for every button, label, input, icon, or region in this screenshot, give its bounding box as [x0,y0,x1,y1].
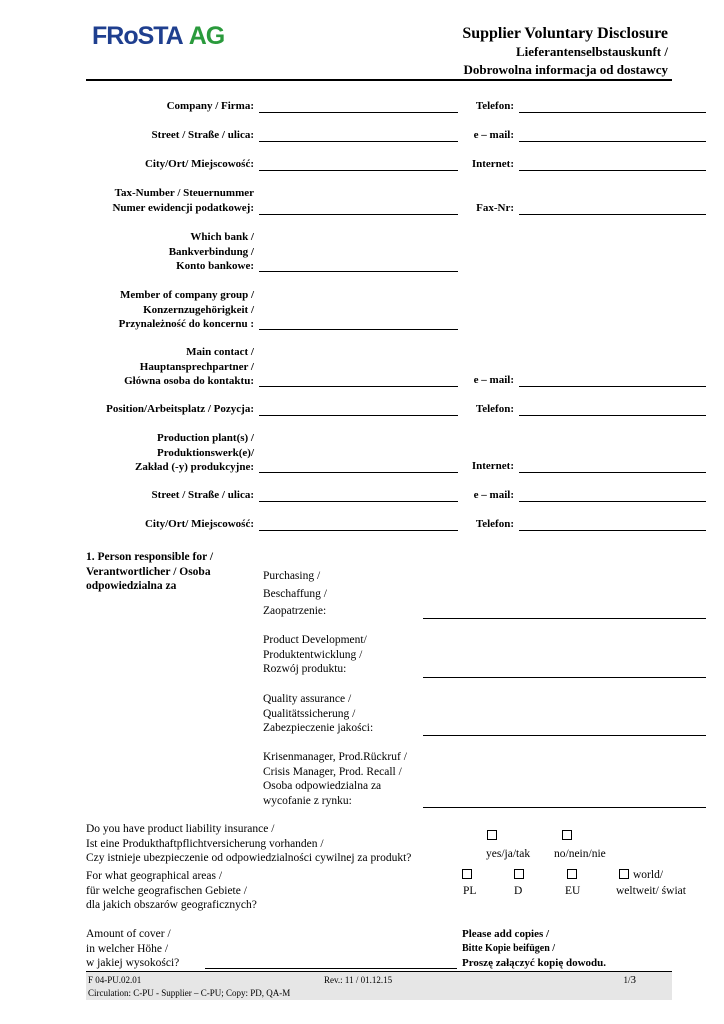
email-label: e – mail: [473,129,514,141]
footer-page [623,974,636,987]
group-label [60,288,254,332]
geo-eu-label: EU [565,885,581,897]
internet-label: Internet: [471,158,514,170]
insurance-question-line2: Ist eine Produkthaftpflichtversicherung vorhanden / [86,837,324,850]
geo-world-label: world/ [633,869,664,881]
plant-city-label: City/Ort/ Miejscowość: [144,518,254,530]
insurance-yes-checkbox[interactable] [487,830,497,840]
quality-line1: Quality assurance / [263,693,352,705]
geo-eu-checkbox[interactable] [567,869,577,879]
position-phone-field[interactable] [519,415,706,416]
footer-doc-id: F 04-PU.02.01 [88,975,142,985]
plant-label-line3: Zakład (-y) produkcyjne: [135,461,254,473]
plant-label [60,431,254,475]
footer [86,972,672,1000]
copies-note-line1: Please add copies / [462,928,550,940]
geo-world-label-2: weltweit/ świat [616,885,686,897]
contact-label-line2: Hauptansprechpartner / [139,360,254,373]
quality-label [263,692,373,736]
insurance-question-line3: Czy istnieje ubezpieczenie od odpowiedzialności cywilnej za produkt? [86,852,412,864]
city-label: City/Ort/ Miejscowość: [144,158,254,170]
form-subtitle-pl: Dobrowolna informacja od dostawcy [463,62,668,77]
insurance-yes-label: yes/ja/tak [486,848,531,860]
contact-email-label: e – mail: [473,374,514,386]
geography-question [86,869,257,913]
responsible-heading-line3: odpowiedzialna za [86,580,177,592]
copies-note-line2: Bitte Kopie beifügen / [462,942,556,954]
tax-label-line1: Tax-Number / Steuernummer [114,187,254,199]
insurance-no-checkbox[interactable] [562,830,572,840]
contact-label-line1: Main contact / [186,346,254,358]
fax-label: Fax-Nr: [476,202,514,214]
phone-field[interactable] [519,112,706,113]
development-label [263,633,367,677]
bank-label-line1: Which bank / [190,231,254,243]
insurance-no-label: no/nein/nie [554,848,606,860]
quality-line2: Qualitätssicherung / [263,707,356,720]
form-subtitle-de: Lieferantenselbstauskunft / [515,44,668,59]
geography-question-line1: For what geographical areas / [86,870,223,882]
purchasing-line2: Beschaffung / [263,587,327,600]
header-divider [86,79,672,81]
plant-internet-label: Internet: [471,460,514,472]
development-line3: Rozwój produktu: [263,663,347,675]
geo-pl-label: PL [463,885,477,897]
crisis-line4: wycofanie z rynku: [263,794,352,807]
copies-note-line3: Proszę załączyć kopię dowodu. [462,957,607,969]
bank-field[interactable] [259,271,458,272]
purchasing-field[interactable] [423,618,706,619]
purchasing-label [263,569,327,619]
copies-note [462,927,606,971]
crisis-line1: Krisenmanager, Prod.Rückruf / [263,751,407,763]
purchasing-line3: Zaopatrzenie: [263,605,327,617]
footer-page-prefix: 1/ [623,975,631,985]
company-label: Company / Firma: [166,100,254,112]
group-label-line1: Member of company group / [119,289,254,301]
geography-question-line3: dla jakich obszarów geograficznych? [86,899,257,911]
fax-field[interactable] [519,214,706,215]
street-label: Street / Straße / ulica: [151,129,254,141]
crisis-line3: Osoba odpowiedzialna za [263,780,382,792]
contact-label [60,345,254,389]
email-field[interactable] [519,141,706,142]
quality-line3: Zabezpieczenie jakości: [263,722,374,734]
cover-question [86,927,179,971]
geo-d-checkbox[interactable] [514,869,524,879]
frosta-logo [92,22,224,51]
crisis-line2: Crisis Manager, Prod. Recall / [263,765,402,778]
development-line1: Product Development/ [263,634,367,646]
quality-field[interactable] [423,735,706,736]
responsible-heading-line1: 1. Person responsible for / [86,551,214,563]
tax-label-line2: Numer ewidencji podatkowej: [112,201,254,214]
geo-pl-checkbox[interactable] [462,869,472,879]
form-title: Supplier Voluntary Disclosure [462,25,668,42]
logo-ag: AG [188,22,225,50]
plant-phone-field[interactable] [519,530,706,531]
plant-internet-field[interactable] [519,472,706,473]
geography-question-line2: für welche geografischen Gebiete / [86,884,247,897]
cover-question-line1: Amount of cover / [86,928,171,940]
plant-label-line1: Production plant(s) / [157,432,254,444]
responsible-heading-line2: Verantwortlicher / Osoba [86,565,211,578]
bank-label [60,230,254,274]
cover-amount-field[interactable] [205,968,457,969]
contact-email-field[interactable] [519,386,706,387]
bank-label-line3: Konto bankowe: [176,260,254,272]
cover-question-line2: in welcher Höhe / [86,942,169,955]
crisis-field[interactable] [423,807,706,808]
geo-d-label: D [514,885,523,897]
position-label: Position/Arbeitsplatz / Pozycja: [106,403,254,415]
footer-circulation: Circulation: C-PU - Supplier – C-PU; Copy: PD, QA-M [88,988,291,998]
geo-world-checkbox[interactable] [619,869,629,879]
group-label-line3: Przynależność do koncernu : [118,318,254,330]
plant-label-line2: Produktionswerk(e)/ [157,446,254,459]
crisis-label [263,750,407,808]
contact-label-line3: Główna osoba do kontaktu: [124,375,254,387]
position-phone-label: Telefon: [475,403,514,415]
internet-field[interactable] [519,170,706,171]
group-label-line2: Konzernzugehörigkeit / [143,303,254,316]
plant-street-label: Street / Straße / ulica: [151,489,254,501]
plant-email-label: e – mail: [473,489,514,501]
footer-page-total: 3 [630,974,636,986]
cover-question-line3: w jakiej wysokości? [86,957,180,969]
group-field[interactable] [259,329,458,330]
insurance-question-line1: Do you have product liability insurance / [86,823,275,835]
insurance-question [86,822,411,866]
tax-label [60,186,254,215]
plant-email-field[interactable] [519,501,706,502]
development-line2: Produktentwicklung / [263,648,363,661]
bank-label-line2: Bankverbindung / [168,245,254,258]
development-field[interactable] [423,677,706,678]
logo-text: FRoSTA [92,22,183,50]
responsible-heading [86,550,256,594]
purchasing-line1: Purchasing / [263,570,321,582]
footer-revision: Rev.: 11 / 01.12.15 [324,975,393,985]
phone-label: Telefon: [475,100,514,112]
plant-phone-label: Telefon: [475,518,514,530]
